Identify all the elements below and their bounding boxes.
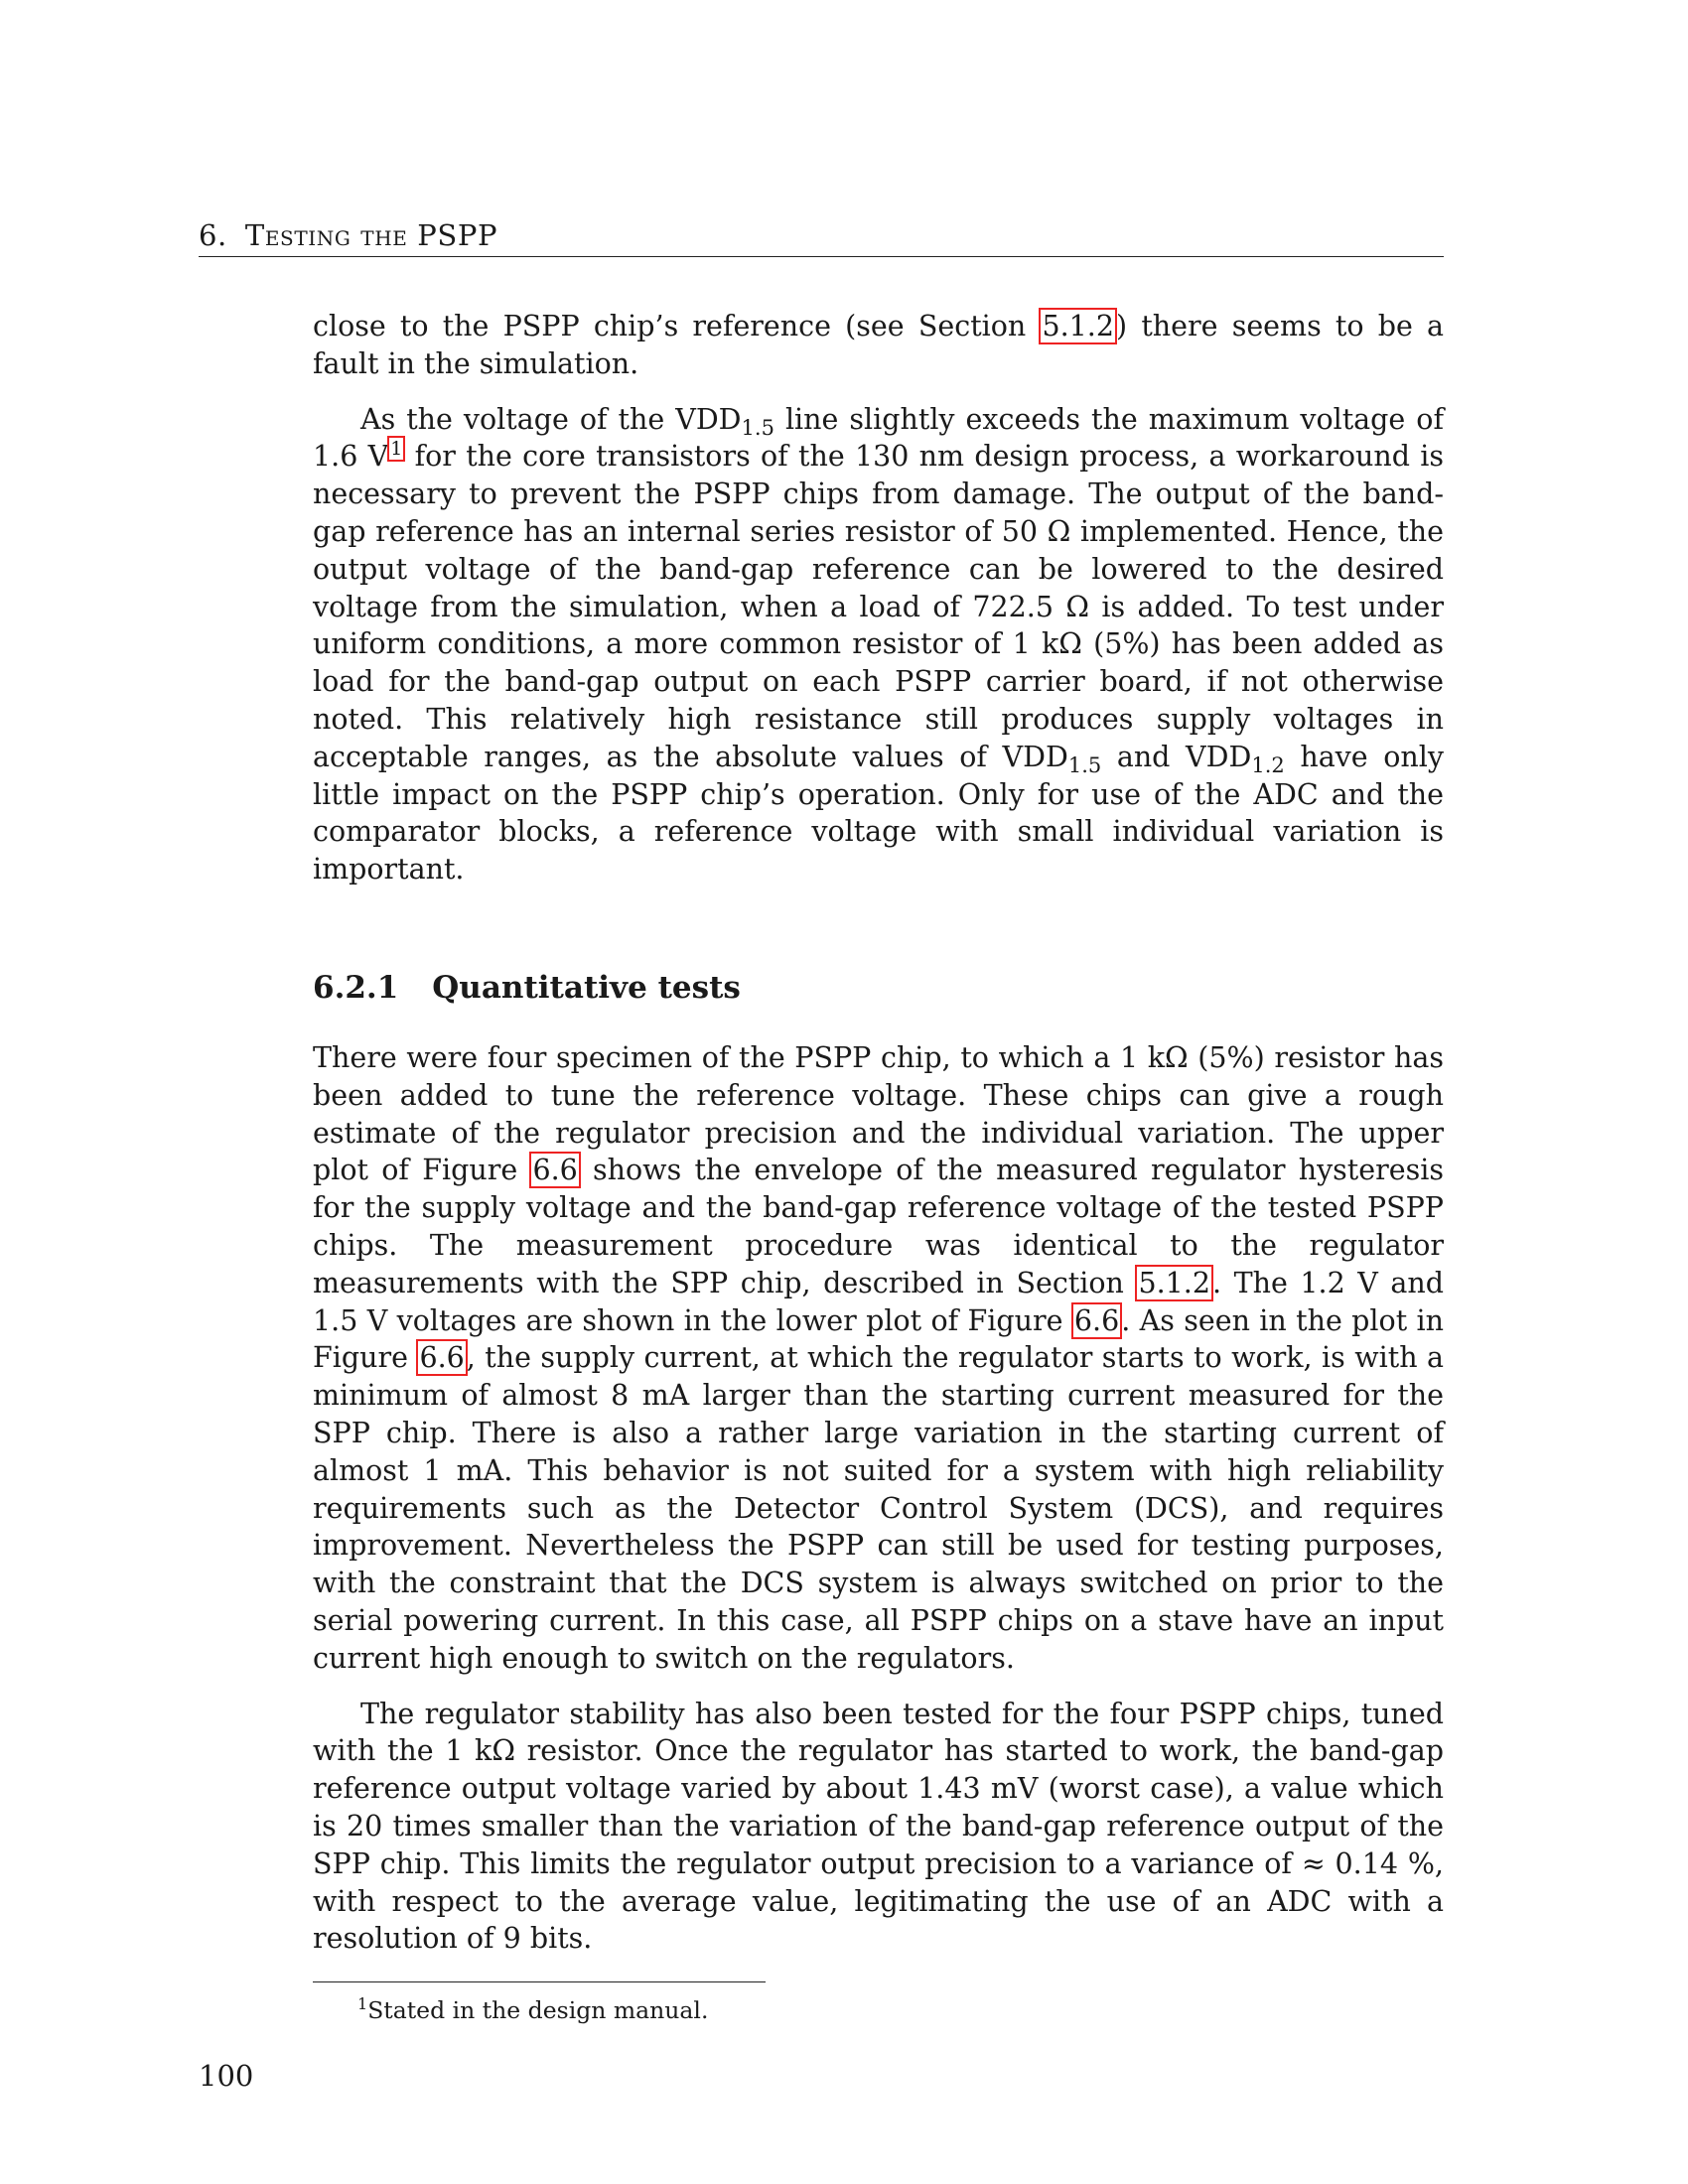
- intro-text: [313, 308, 1444, 906]
- quantitative-text: [313, 1039, 1444, 1976]
- quant-paragraph-1: There were four specimen of the PSPP chip, to which a 1 kΩ (5%) resistor has been added to tune the reference voltage. These chips can give a rough estimate of the regulator precision and the individual variation. The upper plot of Figure 6.6 shows the envelope of the measured regulator hysteresis for the supply voltage and the band-gap reference voltage of the tested PSPP chips. The measurement procedure was identical to the regulator measurements with the SPP chip, described in Section 5.1.2. The 1.2 V and 1.5 V voltages are shown in the lower plot of Figure 6.6. As seen in the plot in Figure 6.6, the supply current, at which the regulator starts to work, is with a minimum of almost 8 mA larger than the starting current measured for the SPP chip. There is also a rather large variation in the starting current of almost 1 mA. This behavior is not suited for a system with high reliability requirements such as the Detector Control System (DCS), and requires improvement. Nevertheless the PSPP can still be used for testing purposes, with the constraint that the DCS system is always switched on prior to the serial powering current. In this case, all PSPP chips on a stave have an input current high enough to switch on the regulators.: [313, 1041, 1445, 1675]
- section-ref-link[interactable]: 5.1.2: [1039, 308, 1117, 344]
- intro-paragraph-1: close to the PSPP chip’s reference (see Section 5.1.2) there seems to be a fault in the simulation.: [313, 310, 1444, 380]
- figure-ref-link[interactable]: 6.6: [1071, 1302, 1122, 1339]
- quant-paragraph-2: The regulator stability has also been tested for the four PSPP chips, tuned with the 1 kΩ resistor. Once the regulator has started to work, the band-gap reference output voltage varied by about 1.43 mV (worst case), a value which is 20 times smaller than the variation of the band-gap reference output of the SPP chip. This limits the regulator output precision to a variance of ≈ 0.14 %, with respect to the average value, legitimating the use of an ADC with a resolution of 9 bits.: [313, 1697, 1444, 1956]
- section-title: Quantitative tests: [432, 970, 741, 1006]
- running-header: [199, 220, 1444, 257]
- section-number: 6.2.1: [313, 970, 399, 1006]
- footnote-ref-link[interactable]: 1: [387, 436, 405, 462]
- chapter-number: 6.: [199, 218, 227, 252]
- section-ref-link[interactable]: 5.1.2: [1135, 1265, 1213, 1301]
- footnote-divider: [313, 1981, 766, 1982]
- footnote-mark: 1: [357, 1994, 368, 2013]
- figure-ref-link[interactable]: 6.6: [416, 1339, 467, 1376]
- page-number: 100: [199, 2059, 254, 2093]
- intro-paragraph-2: As the voltage of the $VDD_{1.5}$ line slightly exceeds the maximum voltage of 1.6 V $^1$ for the core transistors of the 130 nm design process, a workaround is necessary to prevent the PSPP chips from damage. The output of the band-gap reference has an internal series resistor of 50 Ω implemented. Hence, the output voltage of the band-gap reference can be lowered to the desired voltage from the simulation, when a load of 722.5 Ω is added. To test under uniform conditions, a more common resistor of 1 kΩ (5%) has been added as load for the band-gap output on each PSPP carrier board, if not otherwise noted. This relatively high resistance still produces supply voltages in acceptable ranges, as the absolute values of $VDD_{1.5}$ and $VDD_{1.2}$ have only little impact on the PSPP chip’s operation. Only for use of the ADC and the comparator blocks, a reference voltage with small individual variation is important.: [313, 402, 1445, 887]
- chapter-title: Testing the PSPP: [244, 218, 498, 252]
- footnote: [313, 1989, 1444, 2025]
- footnote-text: Stated in the design manual.: [367, 1996, 709, 2024]
- section-heading: [313, 970, 741, 1006]
- figure-ref-link[interactable]: 6.6: [529, 1152, 580, 1188]
